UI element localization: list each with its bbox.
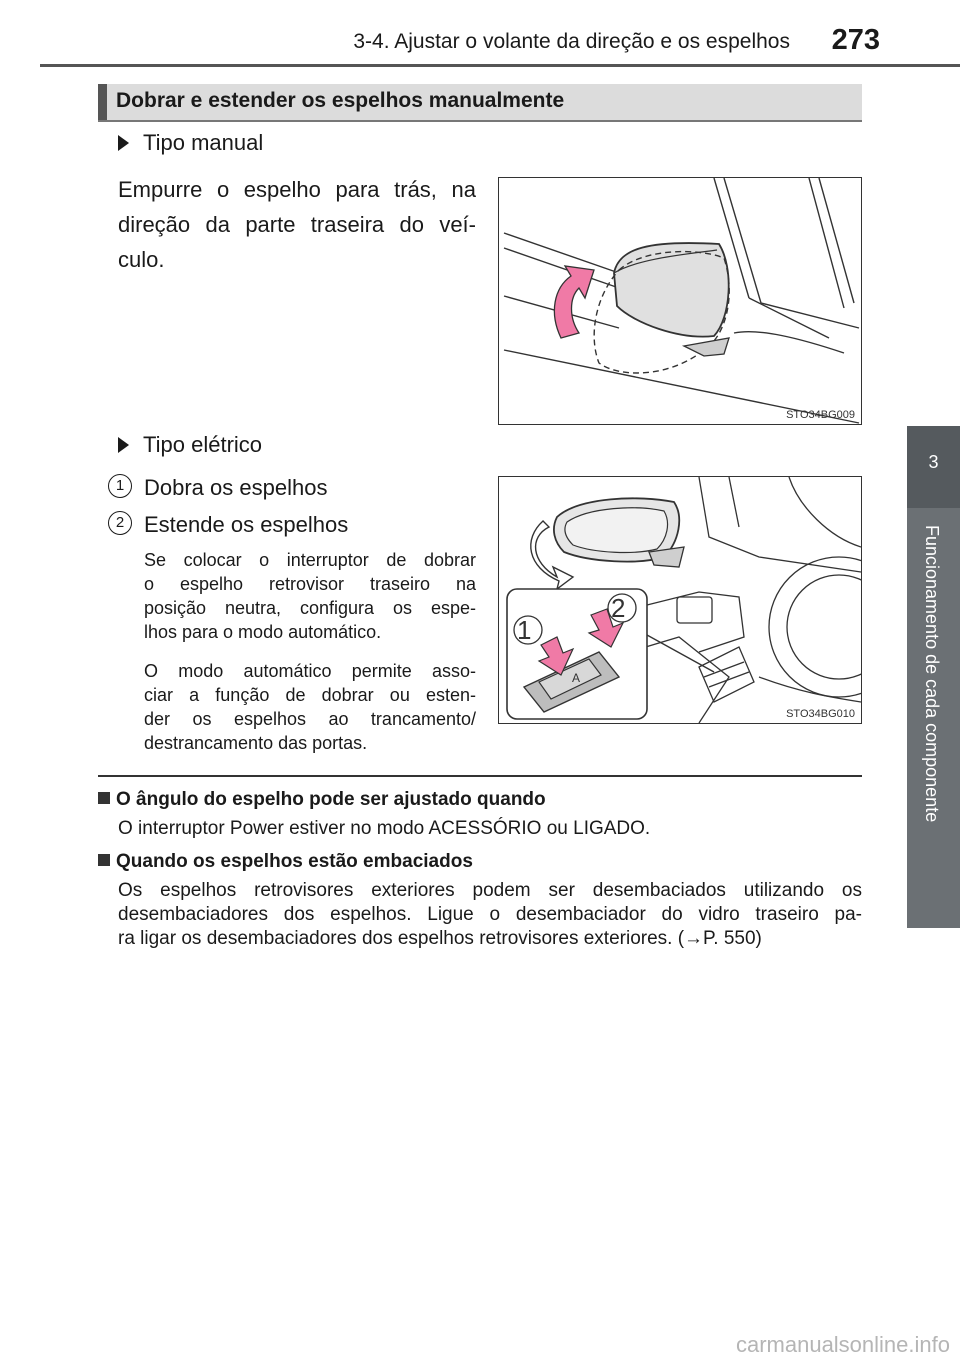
header-rule [40, 64, 960, 67]
note-line: Os espelhos retrovisores exteriores podem ser desembaciados utilizando os [118, 880, 862, 901]
figure-label-1: 1 [517, 615, 532, 645]
note-body-angle [118, 817, 862, 841]
manual-instruction [118, 172, 476, 277]
triangle-bullet-icon [118, 437, 129, 453]
note-title-text: Quando os espelhos estão embaciados [116, 851, 473, 872]
manual-line: culo. [118, 247, 165, 272]
triangle-bullet-icon [118, 135, 129, 151]
square-bullet-icon [98, 854, 110, 866]
figure-electric-mirror [498, 476, 862, 724]
manual-mirror-illustration [499, 178, 861, 424]
square-bullet-icon [98, 792, 110, 804]
figure-label-2: 2 [611, 593, 626, 623]
callout-1-marker [108, 474, 132, 498]
note-line: ra ligar os desembaciadores dos espelhos retrovisores exteriores. (→P. 550) [118, 928, 762, 949]
electric-heading [118, 432, 262, 458]
manual-line: direção da parte traseira do veí- [118, 212, 476, 237]
note-title-fog [98, 851, 473, 873]
manual-line: Empurre o espelho para trás, na [118, 177, 476, 202]
figure-code: STO34BG009 [786, 409, 855, 421]
note-line: O interruptor Power estiver no modo ACESSÓRIO ou LIGADO. [118, 818, 651, 839]
fold-arrow-icon [554, 266, 594, 338]
electric-heading-text: Tipo elétrico [143, 432, 263, 457]
chapter-tab: 3 [907, 426, 960, 508]
page-number: 273 [831, 24, 880, 56]
section-marker [98, 84, 107, 120]
note-title-text: O ângulo do espelho pode ser ajustado quando [116, 789, 546, 810]
note-line: posição neutra, configura os espe- [144, 598, 476, 618]
section-title: Dobrar e estender os espelhos manualmente [116, 89, 565, 112]
figure-manual-mirror [498, 177, 862, 425]
electric-mirror-illustration [499, 477, 861, 723]
section-header [98, 84, 862, 122]
note-line: lhos para o modo automático. [144, 622, 382, 642]
note-line: destrancamento das portas. [144, 733, 368, 753]
note-line: der os espelhos ao trancamento/ [144, 709, 476, 729]
item-fold: Dobra os espelhos [144, 475, 328, 500]
chapter-label: Funcionamento de cada componente [922, 525, 942, 823]
callout-2-marker [108, 511, 132, 535]
neutral-note [144, 548, 476, 644]
watermark: carmanualsonline.info [735, 1332, 950, 1357]
note-body-fog [118, 879, 862, 951]
note-line: O modo automático permite asso- [144, 661, 476, 681]
callout-number: 2 [108, 511, 132, 535]
note-line: ciar a função de dobrar ou esten- [144, 685, 476, 705]
manual-heading [118, 130, 263, 156]
switch-letter: A [572, 671, 581, 685]
note-line: desembaciadores dos espelhos. Ligue o desembaciador do vidro traseiro pa- [118, 904, 862, 925]
figure-code: STO34BG010 [786, 708, 855, 720]
running-header: 3-4. Ajustar o volante da direção e os espelhos [353, 30, 790, 53]
note-line: Se colocar o interruptor de dobrar [144, 550, 476, 570]
note-title-angle [98, 789, 546, 811]
notes-divider [98, 775, 862, 777]
callout-number: 1 [108, 474, 132, 498]
auto-mode-note [144, 659, 476, 755]
manual-heading-text: Tipo manual [143, 130, 264, 155]
item-extend: Estende os espelhos [144, 512, 349, 537]
note-line: o espelho retrovisor traseiro na [144, 574, 476, 594]
